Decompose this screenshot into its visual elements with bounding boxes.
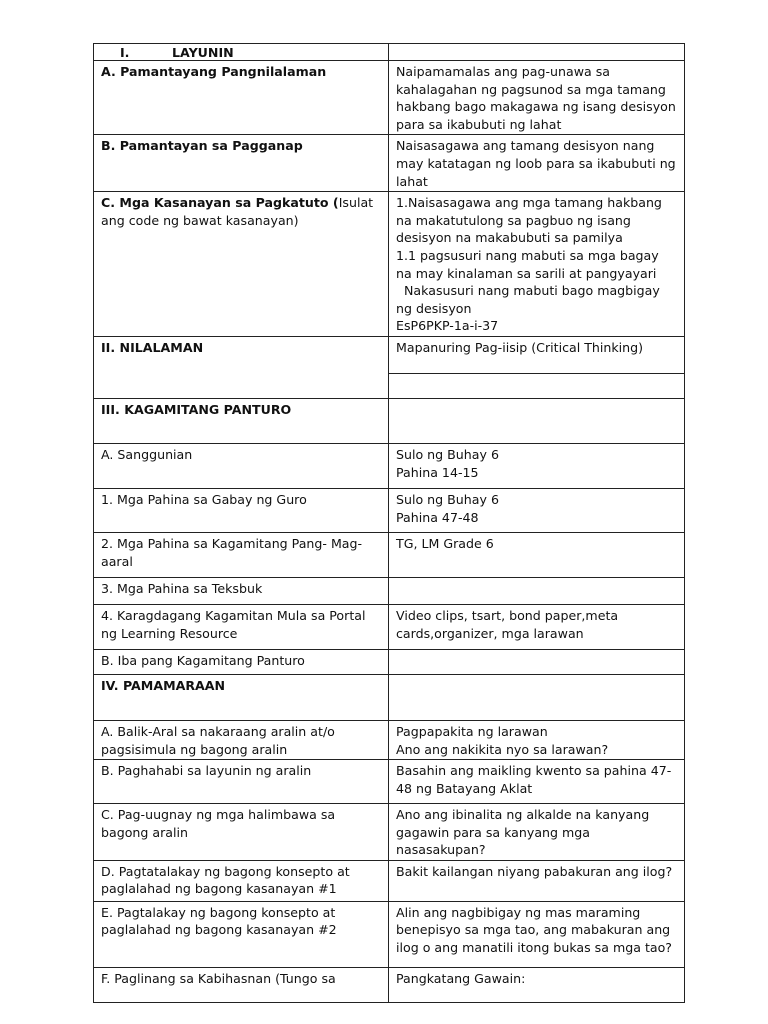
row-value: TG, LM Grade 6: [389, 532, 685, 577]
row-label: [94, 192, 389, 337]
row-value: Naipamamalas ang pag-unawa sa kahalagahan ng pagsunod sa mga tamang hakbang bago makagawa ng isang desisyon para sa ikabubuti ng lahat: [389, 61, 685, 135]
row-label: E. Pagtalakay ng bagong konsepto at paglalahad ng bagong kasanayan #2: [94, 901, 389, 967]
table-row: [94, 443, 685, 488]
table-row: [94, 901, 685, 967]
table-row: [94, 720, 685, 759]
table-row: [94, 192, 685, 337]
row-value: [389, 443, 685, 488]
value-line: Sulo ng Buhay 6: [396, 491, 499, 507]
table-row: [94, 674, 685, 720]
value-line: Pahina 47-48: [396, 509, 479, 525]
row-label: II. NILALAMAN: [94, 336, 389, 398]
row-value: [389, 720, 685, 759]
competency-code: EsP6PKP-1a-i-37: [396, 318, 499, 334]
row-label: B. Iba pang Kagamitang Panturo: [94, 649, 389, 674]
row-label: 3. Mga Pahina sa Teksbuk: [94, 577, 389, 604]
row-label: III. KAGAMITANG PANTURO: [94, 398, 389, 443]
row-label: A. Balik-Aral sa nakaraang aralin at/o pagsisimula ng bagong aralin: [94, 720, 389, 759]
table-row: [94, 336, 685, 398]
value-line: Pahina 14-15: [396, 464, 479, 480]
value-line: Ano ang nakikita nyo sa larawan?: [396, 741, 609, 757]
row-label: F. Paglinang sa Kabihasnan (Tungo sa: [94, 967, 389, 1002]
row-label: 1. Mga Pahina sa Gabay ng Guro: [94, 488, 389, 532]
table-row: [94, 532, 685, 577]
row-value: [389, 192, 685, 337]
row-label: A. Pamantayang Pangnilalaman: [94, 61, 389, 135]
row-value: Bakit kailangan niyang pabakuran ang ilog?: [389, 860, 685, 901]
row-value-text: Mapanuring Pag-iisip (Critical Thinking): [389, 337, 684, 374]
value-line: 1.Naisasagawa ang mga tamang hakbang na makatutulong sa pagbuo ng isang desisyon na makabubuti sa pamilya: [396, 195, 662, 246]
row-label: IV. PAMAMARAAN: [94, 674, 389, 720]
row-value: Basahin ang maikling kwento sa pahina 47-48 ng Batayang Aklat: [389, 760, 685, 804]
row-value: [389, 674, 685, 720]
row-label-bold: C. Mga Kasanayan sa Pagkatuto (: [101, 195, 339, 211]
row-value: [389, 577, 685, 604]
value-line: Sulo ng Buhay 6: [396, 446, 499, 462]
table-row: [94, 760, 685, 804]
row-value: [389, 488, 685, 532]
value-line: Nakasusuri nang mabuti bago magbigay ng desisyon: [396, 283, 664, 316]
value-line: Pagpapakita ng larawan: [396, 723, 548, 739]
table-row: [94, 604, 685, 649]
row-value: Ano ang ibinalita ng alkalde na kanyang gagawin para sa kanyang mga nasasakupan?: [389, 804, 685, 861]
row-label: D. Pagtatalakay ng bagong konsepto at paglalahad ng bagong kasanayan #1: [94, 860, 389, 901]
section-title: LAYUNIN: [172, 45, 234, 60]
table-row: [94, 61, 685, 135]
row-label: A. Sanggunian: [94, 443, 389, 488]
row-label-rest: Isulat ang code ng bawat kasanayan): [101, 195, 374, 228]
row-value: Video clips, tsart, bond paper,meta cards,organizer, mga larawan: [389, 604, 685, 649]
table-row: [94, 398, 685, 443]
row-value: [389, 649, 685, 674]
row-label: 2. Mga Pahina sa Kagamitang Pang- Mag-aaral: [94, 532, 389, 577]
table-row: [94, 135, 685, 192]
table-row: [94, 967, 685, 1002]
table-row: [94, 804, 685, 861]
row-label: 4. Karagdagang Kagamitan Mula sa Portal ng Learning Resource: [94, 604, 389, 649]
table-row: [94, 488, 685, 532]
table-row: [94, 577, 685, 604]
row-value: [389, 398, 685, 443]
value-line: 1.1 pagsusuri nang mabuti sa mga bagay na may kinalaman sa sarili at pangyayari: [396, 247, 659, 281]
row-label: C. Pag-uugnay ng mga halimbawa sa bagong aralin: [94, 804, 389, 861]
table-row: [94, 649, 685, 674]
empty-subcell: [389, 374, 684, 388]
row-label: B. Pamantayan sa Pagganap: [94, 135, 389, 192]
row-label: B. Paghahabi sa layunin ng aralin: [94, 760, 389, 804]
table-row: [94, 860, 685, 901]
row-value: [389, 336, 685, 398]
section-header: [94, 44, 389, 61]
table-row: [94, 44, 685, 61]
section-number: I.: [120, 45, 130, 60]
table-cell: [389, 44, 685, 61]
row-value: Pangkatang Gawain:: [389, 967, 685, 1002]
lesson-plan-table: [93, 43, 685, 1003]
row-value: Alin ang nagbibigay ng mas maraming benepisyo sa mga tao, ang mabakuran ang ilog o ang manatili itong bukas sa mga tao?: [389, 901, 685, 967]
row-value: Naisasagawa ang tamang desisyon nang may katatagan ng loob para sa ikabubuti ng lahat: [389, 135, 685, 192]
